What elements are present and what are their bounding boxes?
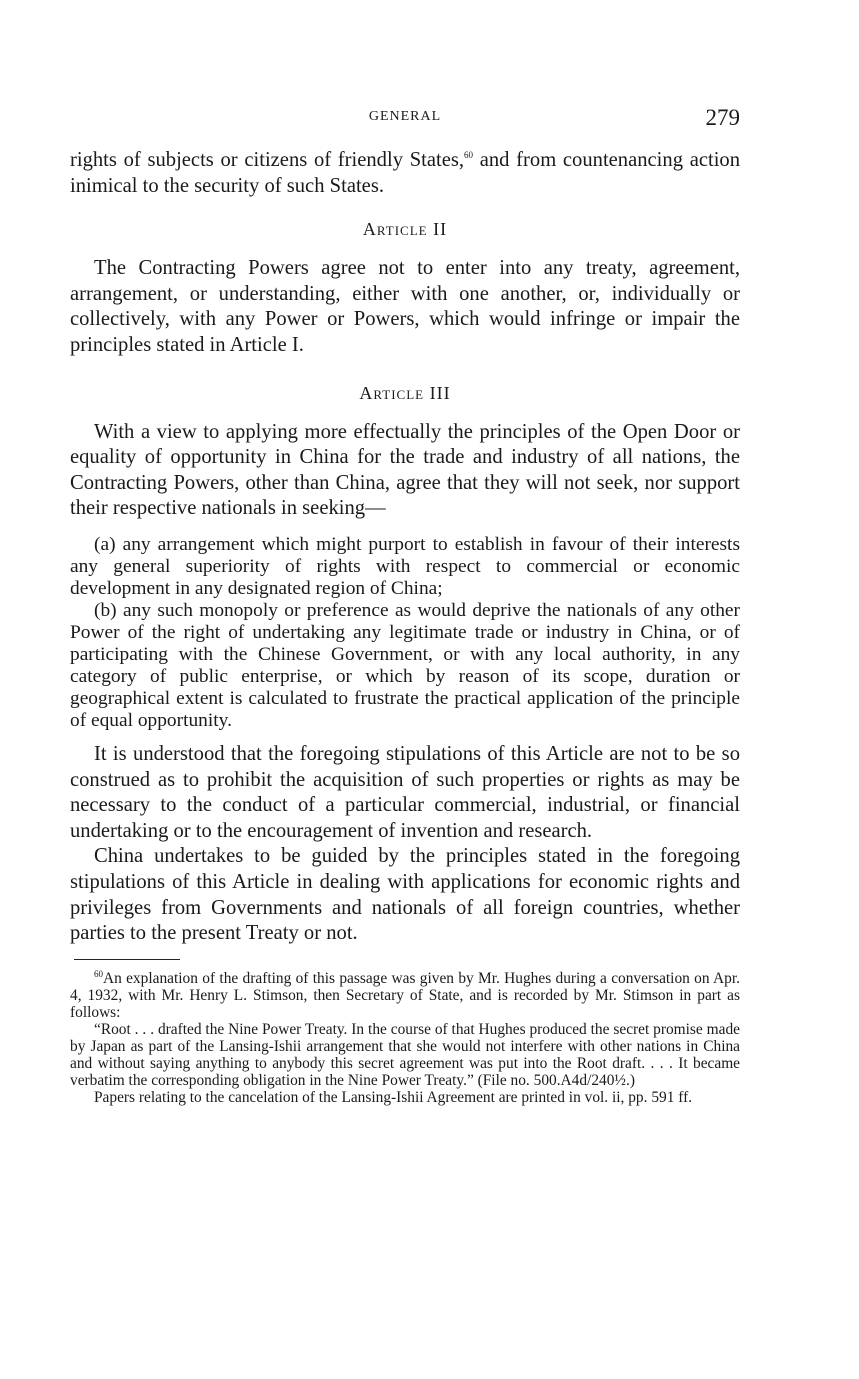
continuation-text-b: and from countenancing action inimical to the security of such States. bbox=[70, 149, 741, 197]
page-number: 279 bbox=[705, 105, 740, 130]
article-2-heading: Article II bbox=[362, 219, 448, 240]
article-3-heading: Article III bbox=[359, 382, 451, 403]
clause-a: (a) any arrangement which might purport to establish in favour of their interests any general superiority of rights with respect to commercial or economic development in any designated region of China; bbox=[70, 533, 740, 599]
china-undertakes-paragraph: China undertakes to be guided by the principles stated in the foregoing stipulations of this Article in dealing with applications for economic rights and privileges from Governments and nationals of all foreign countries, whether parties to the present Treaty or not. bbox=[70, 845, 740, 945]
continuation-paragraph bbox=[70, 148, 740, 199]
footnote-60-quote: “Root . . . drafted the Nine Power Treaty. In the course of that Hughes produced the secret promise made by Japan as part of the Lansing-Ishii arrangement that she would not interfere with other nations in China and without saying anything to anybody this secret agreement was put into the Root draft. . . . It became verbatim the corresponding obligation in the Nine Power Treaty.” (File no. 500.A4d/240½.) bbox=[70, 1020, 740, 1089]
page-header bbox=[70, 105, 740, 135]
footnote-60-papers: Papers relating to the cancelation of the Lansing-Ishii Agreement are printed in vol. ii, pp. 591 ff. bbox=[94, 1088, 693, 1106]
footnote-60-marker: 60 bbox=[94, 968, 103, 979]
article-3-intro-paragraph: With a view to applying more effectually the principles of the Open Door or equality of opportunity in China for the trade and industry of all nations, the Contracting Powers, other than China, agree that they will not seek, nor support their respective nationals in seeking— bbox=[70, 420, 740, 520]
understanding-paragraph: It is understood that the foregoing stipulations of this Article are not to be so construed as to prohibit the acquisition of such properties or rights as may be necessary to the conduct of a particular commercial, industrial, or financial undertaking or to the encouragement of invention and research. bbox=[70, 742, 740, 842]
running-head: GENERAL bbox=[368, 109, 442, 124]
clause-b: (b) any such monopoly or preference as would deprive the nationals of any other Power of the right of undertaking any legitimate trade or industry in China, or of participating with the Chinese Government, or with any local authority, in any category of public enterprise, or which by reason of its scope, duration or geographical extent is calculated to frustrate the practical application of the principle of equal opportunity. bbox=[70, 599, 740, 731]
footnotes bbox=[70, 970, 740, 1106]
body-text bbox=[70, 148, 740, 1106]
continuation-text-a: rights of subjects or citizens of friendly States, bbox=[70, 149, 465, 171]
footnote-60-text: An explanation of the drafting of this passage was given by Mr. Hughes during a conversation on Apr. 4, 1932, with Mr. Henry L. Stimson, then Secretary of State, and is recorded by Mr. Stimson in part as follows: bbox=[70, 969, 740, 1021]
footnote-divider bbox=[74, 959, 180, 960]
article-2-paragraph: The Contracting Powers agree not to enter into any treaty, agreement, arrangement, or understanding, either with one another, or, individually or collectively, with any Power or Powers, which would infringe or impair the principles stated in Article I. bbox=[70, 257, 740, 356]
footnote-60 bbox=[70, 970, 740, 1021]
footnote-reference: 60 bbox=[464, 150, 474, 161]
